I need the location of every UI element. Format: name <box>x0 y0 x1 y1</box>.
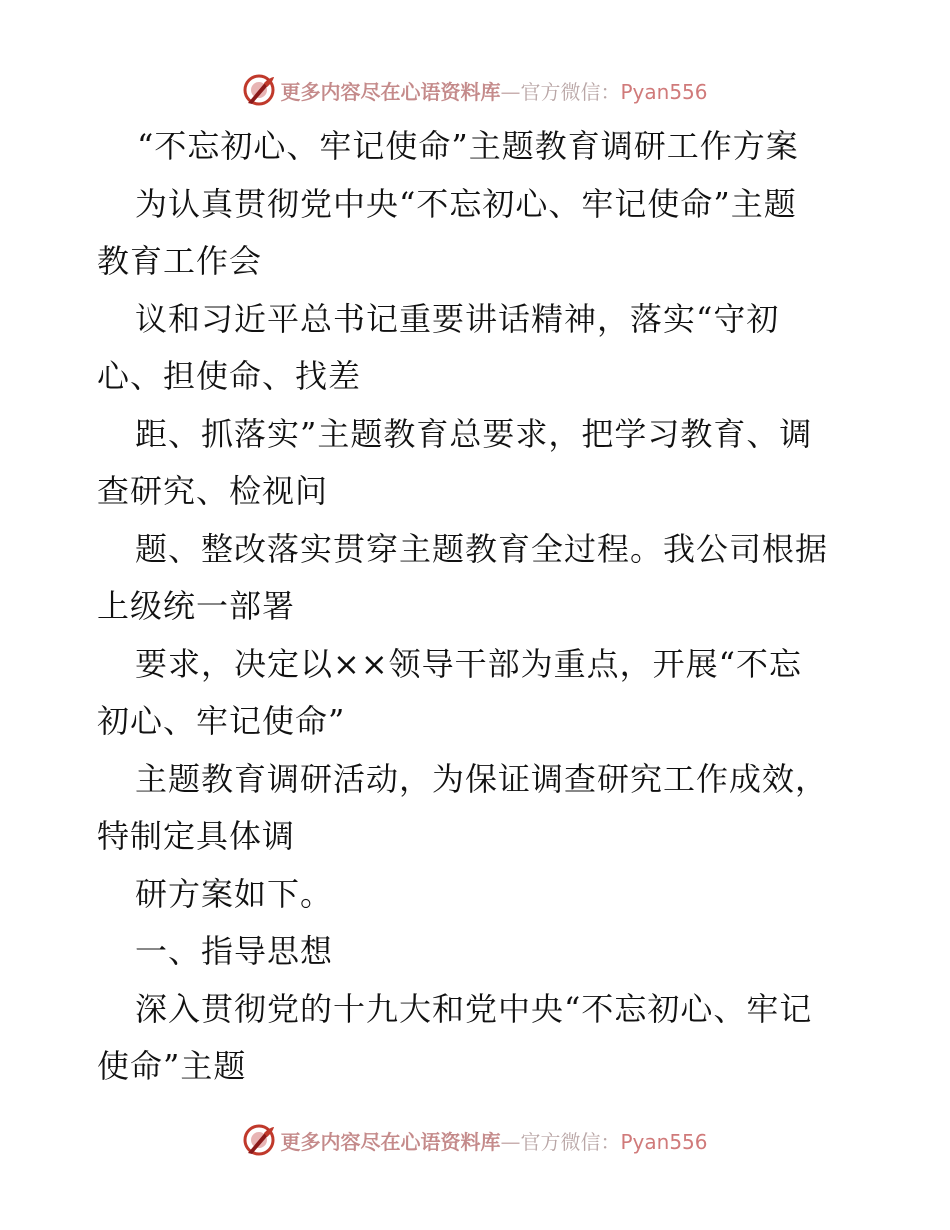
section-heading: 一、指导思想 <box>135 932 334 970</box>
banner-library-text: 更多内容尽在心语资料库 <box>280 1129 501 1154</box>
banner-library-text: 更多内容尽在心语资料库 <box>280 79 501 104</box>
paragraph-line: 主题教育调研活动，为保证调查研究工作成效， <box>135 759 829 798</box>
paragraph-line: 特制定具体调 <box>97 817 296 855</box>
paragraph-line: 初心、牢记使命” <box>97 702 346 740</box>
banner-separator: — <box>500 79 521 104</box>
banner-separator: — <box>500 1129 521 1154</box>
paragraph-line: 教育工作会 <box>97 242 263 280</box>
banner-wechat-id: Pyan556 <box>620 1129 708 1154</box>
document-body <box>97 118 857 1096</box>
paragraph-line: 深入贯彻党的十九大和党中央“不忘初心、牢记 <box>135 989 813 1028</box>
paragraph-line: 要求，决定以××领导干部为重点，开展“不忘 <box>135 644 802 683</box>
header-banner <box>0 70 950 110</box>
paragraph-line: 查研究、检视问 <box>97 472 329 510</box>
paragraph-line: 使命”主题 <box>97 1047 247 1085</box>
paragraph-line: 距、抓落实”主题教育总要求，把学习教育、调 <box>135 414 813 453</box>
banner-wechat-id: Pyan556 <box>620 79 708 104</box>
footer-banner <box>0 1120 950 1160</box>
document-title: “不忘初心、牢记使命”主题教育调研工作方案 <box>137 127 799 165</box>
paragraph-line: 议和习近平总书记重要讲话精神，落实“守初 <box>135 299 780 338</box>
paragraph-line: 研方案如下。 <box>135 874 334 913</box>
paragraph-line: 心、担使命、找差 <box>97 357 362 395</box>
banner-official-label: 官方微信： <box>520 79 621 104</box>
quill-logo-icon <box>242 1123 276 1157</box>
quill-logo-icon <box>242 73 276 107</box>
banner-official-label: 官方微信： <box>520 1129 621 1154</box>
paragraph-line: 为认真贯彻党中央“不忘初心、牢记使命”主题 <box>135 184 797 223</box>
paragraph-line: 题、整改落实贯穿主题教育全过程。我公司根据 <box>135 529 829 568</box>
paragraph-line: 上级统一部署 <box>97 587 296 625</box>
